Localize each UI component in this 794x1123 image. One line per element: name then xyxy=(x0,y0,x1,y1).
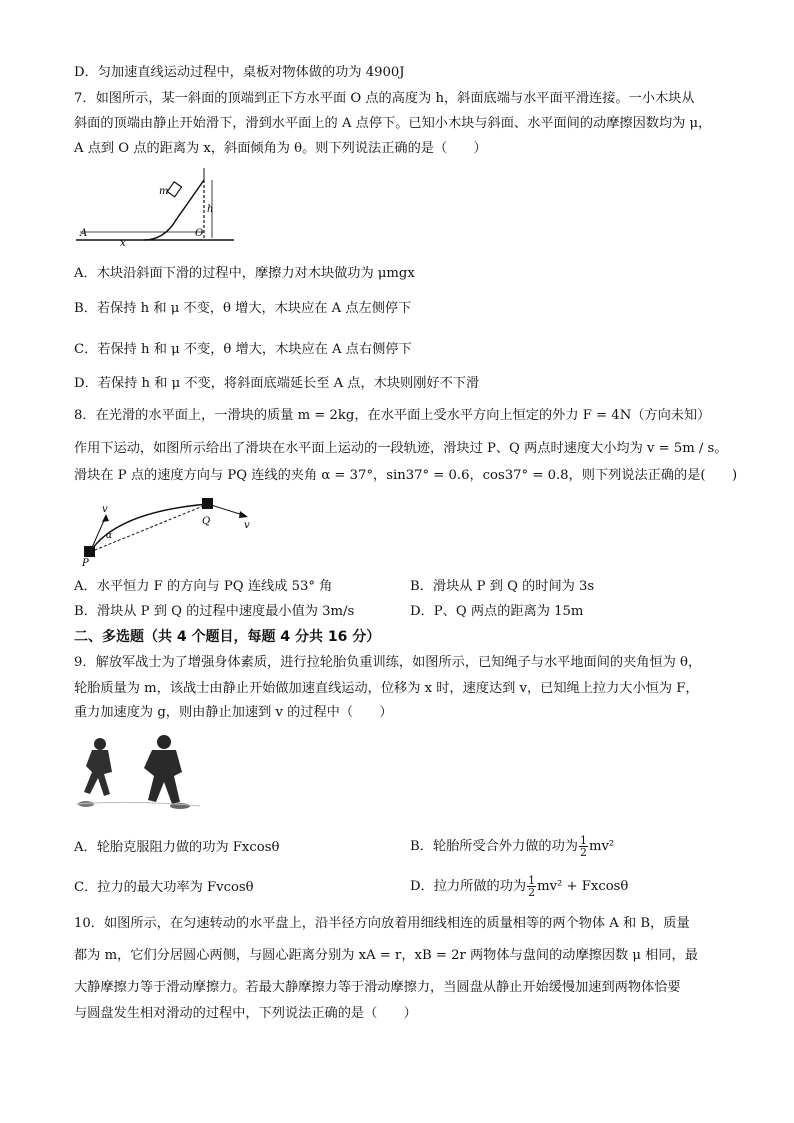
q7-option-c: C．若保持 h 和 μ 不变，θ 增大，木块应在 A 点右侧停下 xyxy=(74,342,412,357)
q10-stem-line2: 都为 m，它们分居圆心两侧，与圆心距离分别为 xA = r，xB = 2r 两物体与盘间的动摩擦因数 μ 相同，最 xyxy=(74,948,698,963)
q10-stem-line4: 与圆盘发生相对滑动的过程中，下列说法正确的是（ ） xyxy=(74,1006,417,1021)
q9-stem-line1: 9．解放军战士为了增强身体素质，进行拉轮胎负重训练，如图所示，已知绳子与水平地面间的夹角恒为 θ， xyxy=(74,655,702,670)
q9-option-d-expr: mv² + Fxcosθ xyxy=(537,879,629,894)
q7-fig-label-a: A xyxy=(80,228,88,239)
q8-fig-label-alpha: α xyxy=(106,531,113,541)
q7-option-a: A．木块沿斜面下滑的过程中，摩擦力对木块做功为 μmgx xyxy=(74,266,415,281)
q9-option-a: A．轮胎克服阻力做的功为 Fxcosθ xyxy=(74,840,280,855)
q8-stem-line1: 8．在光滑的水平面上，一滑块的质量 m = 2kg，在水平面上受水平方向上恒定的外力 F = 4N（方向未知） xyxy=(74,408,711,423)
fraction-denominator: 2 xyxy=(579,846,587,859)
section-multiple-choice-heading: 二、多选题（共 4 个题目，每题 4 分共 16 分） xyxy=(74,629,381,645)
q7-fig-label-h: h xyxy=(207,204,214,215)
q8-fig-label-v1: v xyxy=(102,504,108,515)
q10-stem-line1: 10．如图所示，在匀速转动的水平盘上，沿半径方向放着用细线相连的质量相等的两个物体 A 和 B，质量 xyxy=(74,916,690,931)
q8-fig-label-q: Q xyxy=(202,516,211,527)
q8-fig-label-p: P xyxy=(82,558,89,566)
q8-option-b: B．滑块从 P 到 Q 的时间为 3s xyxy=(410,579,595,594)
fraction-numerator: 1 xyxy=(579,834,587,847)
q9-option-b xyxy=(410,830,614,864)
q9-option-d-fraction xyxy=(527,875,536,898)
q10-stem-line3: 大静摩擦力等于滑动摩擦力。若最大静摩擦力等于滑动摩擦力，当圆盘从静止开始缓慢加速到两物体恰要 xyxy=(74,980,681,995)
q9-soldiers-photo xyxy=(76,732,200,812)
q8-option-d: D．P、Q 两点的距离为 15m xyxy=(410,604,584,619)
q9-option-d-text: D．拉力所做的功为 xyxy=(410,879,527,894)
q9-option-b-text: B．轮胎所受合外力做的功为 xyxy=(410,839,578,854)
q7-fig-label-x: x xyxy=(120,238,126,249)
q8-fig-label-v2: v xyxy=(244,520,250,531)
fraction-denominator: 2 xyxy=(528,886,536,899)
q7-incline-figure xyxy=(76,168,236,254)
q7-stem-line2: 斜面的顶端由静止开始滑下，滑到水平面上的 A 点停下。已知小木块与斜面、水平面间的动摩擦因数均为 μ， xyxy=(74,116,712,131)
q8-option-c: B．滑块从 P 到 Q 的过程中速度最小值为 3m/s xyxy=(74,604,355,619)
q9-option-b-expr: mv² xyxy=(588,839,615,854)
q6-option-d: D．匀加速直线运动过程中，桌板对物体做的功为 4900J xyxy=(74,65,405,80)
q7-stem-line1: 7．如图所示，某一斜面的顶端到正下方水平面 O 点的高度为 h，斜面底端与水平面平滑连接。一小木块从 xyxy=(74,91,695,106)
q9-stem-line3: 重力加速度为 g，则由静止加速到 v 的过程中（ ） xyxy=(74,705,393,720)
q8-stem-line2: 作用下运动，如图所示给出了滑块在水平面上运动的一段轨迹，滑块过 P、Q 两点时速度大小均为 v = 5m / s。 xyxy=(74,441,728,456)
q7-stem-line3: A 点到 O 点的距离为 x，斜面倾角为 θ。则下列说法正确的是（ ） xyxy=(74,141,487,156)
q7-fig-label-o: O xyxy=(195,228,204,239)
q7-fig-label-m: m xyxy=(159,186,169,197)
q8-trajectory-figure xyxy=(76,494,266,566)
q8-stem-line3: 滑块在 P 点的速度方向与 PQ 连线的夹角 α = 37°，sin37° = 0.6，cos37° = 0.8，则下列说法正确的是( ) xyxy=(74,468,738,483)
q7-option-b: B．若保持 h 和 μ 不变，θ 增大，木块应在 A 点左侧停下 xyxy=(74,301,412,316)
q7-option-d: D．若保持 h 和 μ 不变，将斜面底端延长至 A 点，木块则刚好不下滑 xyxy=(74,376,480,391)
q8-option-a: A．水平恒力 F 的方向与 PQ 连线成 53° 角 xyxy=(74,579,333,594)
q9-option-d xyxy=(410,870,628,904)
q9-option-c: C．拉力的最大功率为 Fvcosθ xyxy=(74,880,254,895)
q9-stem-line2: 轮胎质量为 m，该战士由静止开始做加速直线运动，位移为 x 时，速度达到 v，已知绳上拉力大小恒为 F， xyxy=(74,681,699,696)
q9-option-b-fraction xyxy=(579,835,588,858)
fraction-numerator: 1 xyxy=(528,874,536,887)
